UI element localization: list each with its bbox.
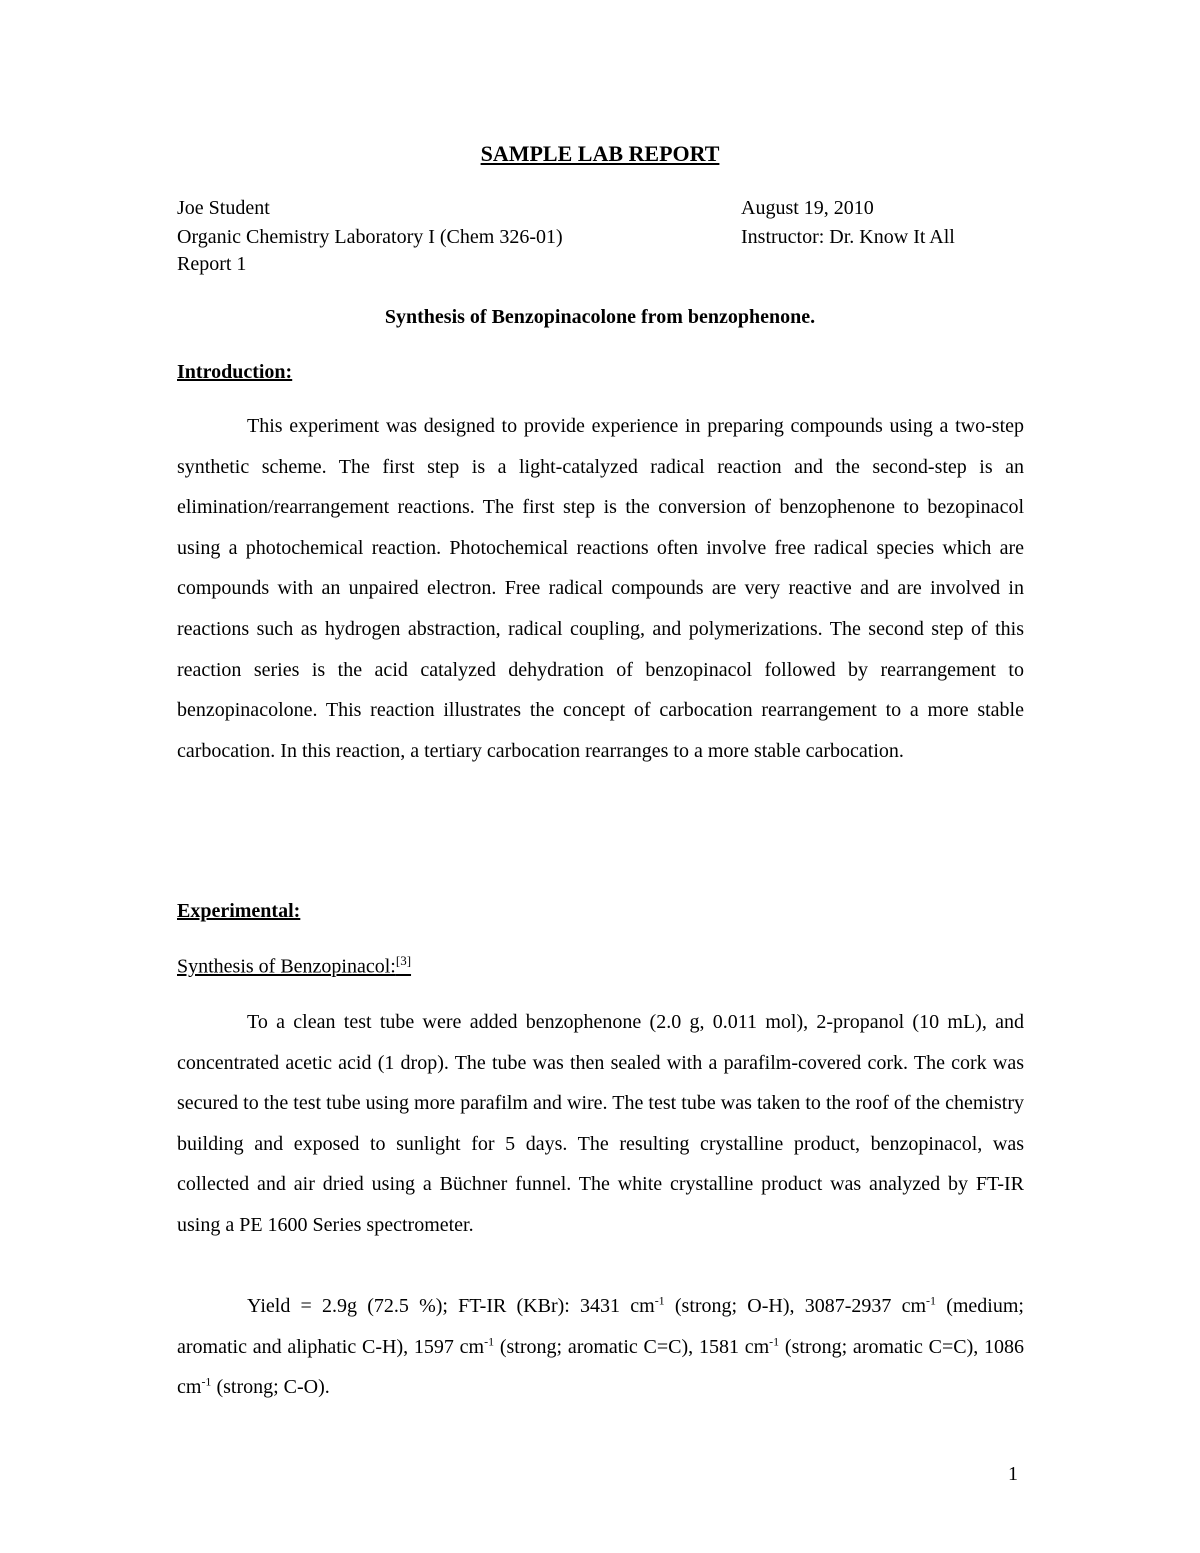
report-number: Report 1 xyxy=(177,253,247,275)
document-title: SAMPLE LAB REPORT xyxy=(480,141,720,166)
synthesis-subheading-text: Synthesis of Benzopinacol: xyxy=(177,955,396,978)
yield-sup-5: -1 xyxy=(201,1374,212,1389)
synthesis-subheading xyxy=(177,953,411,979)
student-name: Joe Student xyxy=(177,197,270,219)
yield-sup-1: -1 xyxy=(654,1293,665,1308)
citation-reference: [3] xyxy=(395,953,412,968)
yield-text-1: Yield = 2.9g (72.5 %); FT-IR (KBr): 3431 cm xyxy=(247,1295,655,1317)
report-date: August 19, 2010 xyxy=(741,197,874,219)
procedure-paragraph: To a clean test tube were added benzophenone (2.0 g, 0.011 mol), 2-propanol (10 mL), and concentrated acetic acid (1 drop). The tube was then sealed with a parafilm-covered cork. The cork was secured to the test tube using more parafilm and wire. The test tube was taken to the roof of the chemistry building and exposed to sunlight for 5 days. The resulting crystalline product, benzopinacol, was collected and air dried using a Büchner funnel. The white crystalline product was analyzed by FT-IR using a PE 1600 Series spectrometer. xyxy=(177,1011,1024,1236)
introduction-paragraph: This experiment was designed to provide experience in preparing compounds using a two-step synthetic scheme. The first step is a light-catalyzed radical reaction and the second-step is an elimination/rearrangement reactions. The first step is the conversion of benzophenone to bezopinacol using a photochemical reaction. Photochemical reactions often involve free radical species which are compounds with an unpaired electron. Free radical compounds are very reactive and are involved in reactions such as hydrogen abstraction, radical coupling, and polymerizations. The second step of this reaction series is the acid catalyzed dehydration of benzopinacol followed by rearrangement to benzopinacolone. This reaction illustrates the concept of carbocation rearrangement to a more stable carbocation. In this reaction, a tertiary carbocation rearranges to a more stable carbocation. xyxy=(177,415,1024,762)
report-title: Synthesis of Benzopinacolone from benzophenone. xyxy=(384,306,816,328)
yield-sup-4: -1 xyxy=(769,1333,780,1348)
yield-text-3: (medium; aromatic and aliphatic C-H), 1597 cm xyxy=(177,1295,1024,1358)
yield-paragraph xyxy=(177,1286,1024,1408)
introduction-heading: Introduction: xyxy=(177,361,293,383)
page-number: 1 xyxy=(1008,1463,1018,1485)
yield-text-5: (strong; aromatic C=C), 1086 cm xyxy=(177,1335,1025,1399)
yield-sup-3: -1 xyxy=(484,1333,495,1348)
yield-text-2: (strong; O-H), 3087-2937 cm xyxy=(664,1295,927,1317)
instructor-name: Instructor: Dr. Know It All xyxy=(741,226,955,248)
experimental-heading: Experimental: xyxy=(177,900,301,922)
yield-sup-2: -1 xyxy=(926,1293,937,1308)
yield-text-4: (strong; aromatic C=C), 1581 cm xyxy=(494,1335,770,1358)
yield-text-6: (strong; C-O). xyxy=(211,1376,330,1399)
course-name: Organic Chemistry Laboratory I (Chem 326-01) xyxy=(177,226,563,248)
